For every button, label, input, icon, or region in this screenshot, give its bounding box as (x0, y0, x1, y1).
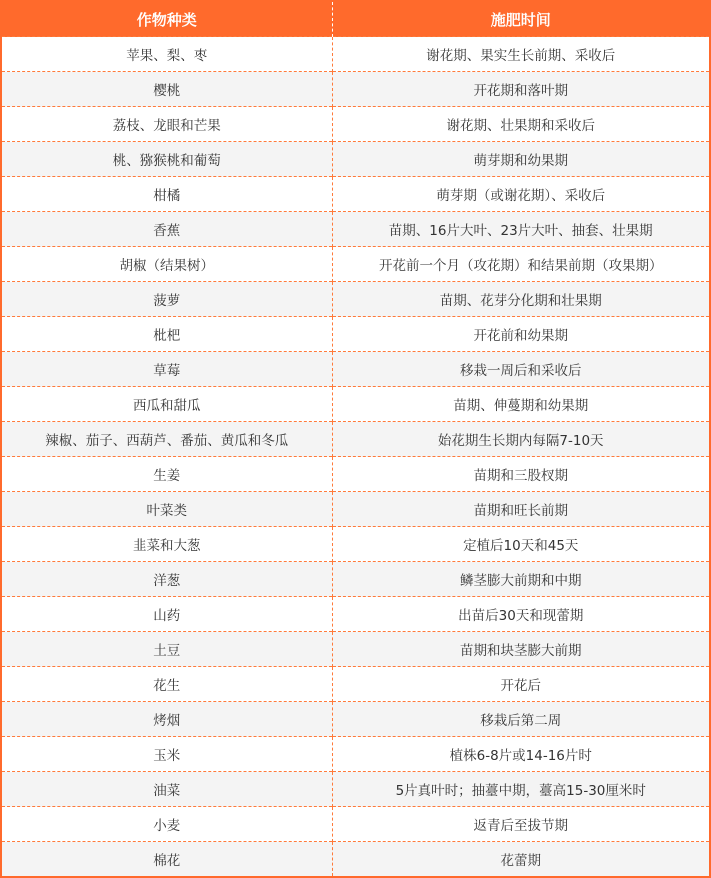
fertilization-time-cell: 始花期生长期内每隔7-10天 (332, 422, 709, 457)
table-row (2, 247, 709, 282)
fertilization-time-cell: 开花后 (332, 667, 709, 702)
crop-type-cell: 西瓜和甜瓜 (2, 387, 332, 422)
table-row (2, 807, 709, 842)
crop-type-cell: 小麦 (2, 807, 332, 842)
fertilization-time-cell: 开花前和幼果期 (332, 317, 709, 352)
table-row (2, 212, 709, 247)
table-row (2, 142, 709, 177)
fertilization-time-cell: 定植后10天和45天 (332, 527, 709, 562)
header-fertilization-time: 施肥时间 (332, 2, 709, 37)
crop-type-cell: 胡椒（结果树） (2, 247, 332, 282)
fertilization-time-cell: 苗期、16片大叶、23片大叶、抽套、壮果期 (332, 212, 709, 247)
table-row (2, 527, 709, 562)
crop-type-cell: 柑橘 (2, 177, 332, 212)
fertilization-time-cell: 5片真叶时；抽薹中期，薹高15-30厘米时 (332, 772, 709, 807)
table-row (2, 842, 709, 877)
table-row (2, 597, 709, 632)
table-row (2, 667, 709, 702)
crop-type-cell: 韭菜和大葱 (2, 527, 332, 562)
table-row (2, 457, 709, 492)
fertilization-time-cell: 萌芽期和幼果期 (332, 142, 709, 177)
table-row (2, 37, 709, 72)
table-row (2, 352, 709, 387)
crop-type-cell: 洋葱 (2, 562, 332, 597)
table-row (2, 107, 709, 142)
fertilization-time-cell: 植株6-8片或14-16片时 (332, 737, 709, 772)
crop-type-cell: 枇杷 (2, 317, 332, 352)
fertilization-time-cell: 苗期、花芽分化期和壮果期 (332, 282, 709, 317)
header-crop-type: 作物种类 (2, 2, 332, 37)
crop-type-cell: 草莓 (2, 352, 332, 387)
fertilization-time-cell: 花蕾期 (332, 842, 709, 877)
table-row (2, 772, 709, 807)
crop-type-cell: 叶菜类 (2, 492, 332, 527)
fertilization-time-cell: 苗期和三股杈期 (332, 457, 709, 492)
crop-type-cell: 苹果、梨、枣 (2, 37, 332, 72)
crop-type-cell: 玉米 (2, 737, 332, 772)
fertilization-time-cell: 移栽一周后和采收后 (332, 352, 709, 387)
fertilization-table (2, 2, 709, 876)
fertilization-time-cell: 谢花期、壮果期和采收后 (332, 107, 709, 142)
fertilization-time-cell: 出苗后30天和现蕾期 (332, 597, 709, 632)
crop-type-cell: 香蕉 (2, 212, 332, 247)
fertilization-time-cell: 移栽后第二周 (332, 702, 709, 737)
fertilization-time-cell: 谢花期、果实生长前期、采收后 (332, 37, 709, 72)
fertilization-time-cell: 鳞茎膨大前期和中期 (332, 562, 709, 597)
table-header-row (2, 2, 709, 37)
table-row (2, 387, 709, 422)
table-row (2, 702, 709, 737)
fertilization-time-cell: 开花前一个月（攻花期）和结果前期（攻果期） (332, 247, 709, 282)
crop-type-cell: 樱桃 (2, 72, 332, 107)
crop-type-cell: 菠萝 (2, 282, 332, 317)
fertilization-time-cell: 苗期和旺长前期 (332, 492, 709, 527)
fertilization-time-cell: 萌芽期（或谢花期）、采收后 (332, 177, 709, 212)
table-body (2, 37, 709, 877)
fertilization-time-cell: 苗期、伸蔓期和幼果期 (332, 387, 709, 422)
table-row (2, 282, 709, 317)
crop-type-cell: 棉花 (2, 842, 332, 877)
crop-type-cell: 桃、猕猴桃和葡萄 (2, 142, 332, 177)
table-row (2, 177, 709, 212)
fertilization-time-cell: 返青后至拔节期 (332, 807, 709, 842)
table-row (2, 562, 709, 597)
table-row (2, 737, 709, 772)
table-row (2, 317, 709, 352)
table-row (2, 492, 709, 527)
fertilization-time-cell: 开花期和落叶期 (332, 72, 709, 107)
crop-type-cell: 烤烟 (2, 702, 332, 737)
table-row (2, 632, 709, 667)
crop-type-cell: 荔枝、龙眼和芒果 (2, 107, 332, 142)
crop-type-cell: 辣椒、茄子、西葫芦、番茄、黄瓜和冬瓜 (2, 422, 332, 457)
crop-type-cell: 油菜 (2, 772, 332, 807)
crop-type-cell: 花生 (2, 667, 332, 702)
table-row (2, 72, 709, 107)
fertilization-time-cell: 苗期和块茎膨大前期 (332, 632, 709, 667)
crop-type-cell: 山药 (2, 597, 332, 632)
crop-type-cell: 土豆 (2, 632, 332, 667)
table-row (2, 422, 709, 457)
crop-type-cell: 生姜 (2, 457, 332, 492)
